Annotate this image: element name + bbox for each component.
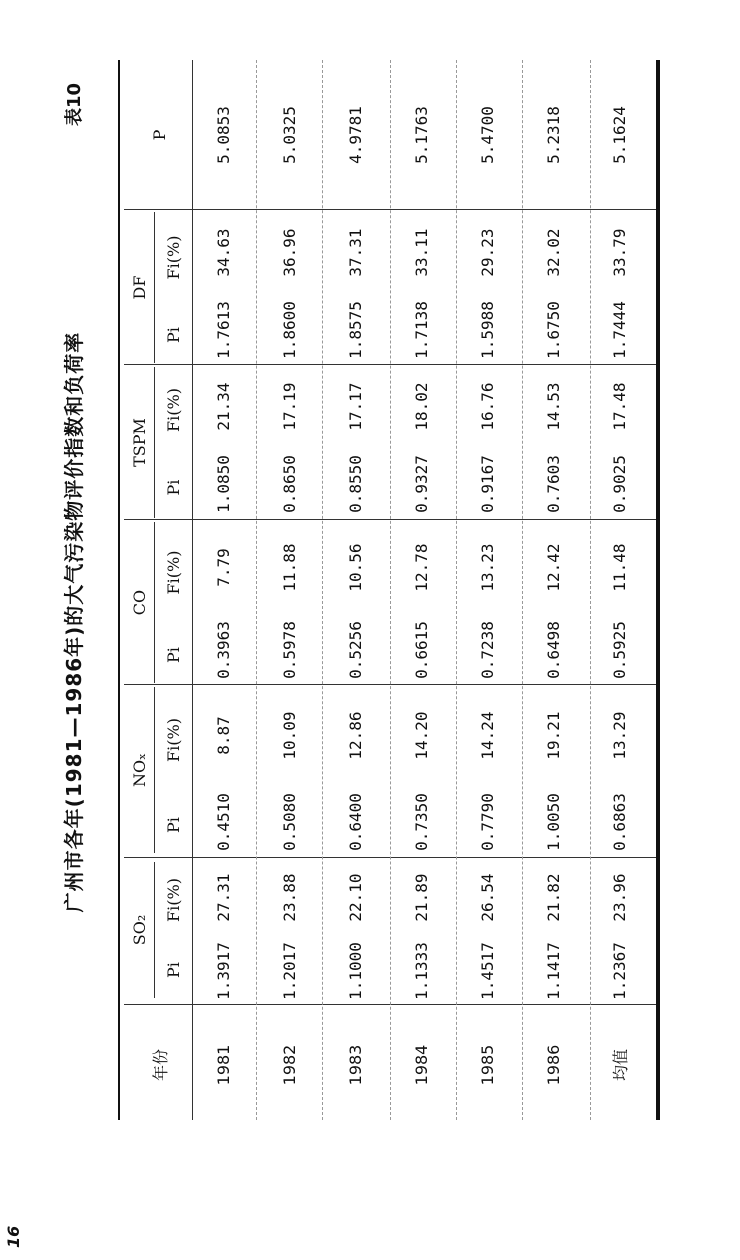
cell-nox-fi: 13.29 bbox=[609, 711, 629, 760]
cell-p: 5.1624 bbox=[609, 106, 629, 164]
cell-nox-fi: 19.21 bbox=[543, 711, 563, 760]
group-header-nox: NOₓ bbox=[129, 753, 149, 787]
cell-nox-pi: 1.0050 bbox=[543, 793, 563, 851]
cell-p: 5.0853 bbox=[213, 106, 233, 164]
cell-tspm-fi: 17.19 bbox=[279, 382, 299, 431]
cell-tspm-fi: 17.17 bbox=[345, 382, 365, 431]
table-number: 表10 bbox=[64, 82, 85, 126]
df-fi-header: Fi(%) bbox=[163, 235, 183, 280]
tspm-pi-header: Pi bbox=[163, 479, 183, 496]
cell-so2-pi: 1.2017 bbox=[279, 942, 299, 1000]
cell-df-pi: 1.8575 bbox=[345, 301, 365, 359]
cell-co-fi: 13.23 bbox=[477, 543, 497, 592]
cell-co-pi: 0.3963 bbox=[213, 621, 233, 679]
cell-so2-fi: 21.89 bbox=[411, 873, 431, 922]
cell-co-fi: 10.56 bbox=[345, 543, 365, 592]
cell-co-pi: 0.5256 bbox=[345, 621, 365, 679]
df-pi-header: Pi bbox=[163, 327, 183, 343]
cell-tspm-pi: 0.8550 bbox=[345, 455, 365, 513]
cell-co-pi: 0.6498 bbox=[543, 621, 563, 679]
cell-so2-fi: 27.31 bbox=[213, 873, 233, 922]
group-header-co: CO bbox=[129, 589, 149, 616]
co-fi-header: Fi(%) bbox=[163, 550, 183, 595]
cell-co-pi: 0.7238 bbox=[477, 621, 497, 679]
table-bottom-rule bbox=[656, 60, 660, 1120]
cell-tspm-fi: 16.76 bbox=[477, 382, 497, 431]
nox-pi-header: Pi bbox=[163, 817, 183, 833]
cell-co-fi: 7.79 bbox=[213, 548, 233, 587]
cell-tspm-fi: 21.34 bbox=[213, 382, 233, 431]
cell-df-pi: 1.7138 bbox=[411, 301, 431, 359]
cell-p: 5.2318 bbox=[543, 106, 563, 164]
cell-year: 1985 bbox=[477, 1044, 497, 1086]
cell-so2-fi: 26.54 bbox=[477, 873, 497, 922]
cell-year: 1983 bbox=[345, 1044, 365, 1086]
group-header-tspm: TSPM bbox=[129, 418, 149, 467]
cell-so2-pi: 1.1333 bbox=[411, 942, 431, 1000]
cell-so2-pi: 1.1000 bbox=[345, 942, 365, 1000]
cell-p: 4.9781 bbox=[345, 106, 365, 164]
cell-tspm-pi: 1.0850 bbox=[213, 455, 233, 513]
cell-co-fi: 12.42 bbox=[543, 543, 563, 592]
cell-p: 5.1763 bbox=[411, 106, 431, 164]
cell-nox-pi: 0.7790 bbox=[477, 793, 497, 851]
cell-so2-pi: 1.4517 bbox=[477, 942, 497, 1000]
cell-df-pi: 1.8600 bbox=[279, 301, 299, 359]
cell-df-pi: 1.7613 bbox=[213, 301, 233, 359]
cell-df-fi: 33.11 bbox=[411, 228, 431, 277]
cell-nox-pi: 0.4510 bbox=[213, 793, 233, 851]
cell-df-fi: 29.23 bbox=[477, 228, 497, 277]
cell-co-fi: 11.88 bbox=[279, 543, 299, 592]
nox-fi-header: Fi(%) bbox=[163, 718, 183, 762]
table-title: 广州市各年(1981—1986年)的大气污染物评价指数和负荷率 bbox=[62, 331, 86, 913]
group-header-so2: SO₂ bbox=[129, 914, 149, 946]
cell-tspm-pi: 0.8650 bbox=[279, 455, 299, 513]
cell-nox-fi: 10.09 bbox=[279, 711, 299, 760]
cell-df-pi: 1.7444 bbox=[609, 301, 629, 359]
cell-year: 1986 bbox=[543, 1044, 563, 1086]
cell-df-fi: 32.02 bbox=[543, 228, 563, 277]
cell-so2-pi: 1.2367 bbox=[609, 942, 629, 1000]
table-top-rule bbox=[118, 60, 120, 1120]
cell-p: 5.4700 bbox=[477, 106, 497, 164]
cell-tspm-fi: 17.48 bbox=[609, 382, 629, 431]
cell-tspm-pi: 0.9167 bbox=[477, 455, 497, 513]
cell-df-fi: 33.79 bbox=[609, 228, 629, 277]
cell-year: 1982 bbox=[279, 1044, 299, 1086]
cell-co-pi: 0.6615 bbox=[411, 621, 431, 679]
cell-df-fi: 34.63 bbox=[213, 228, 233, 277]
cell-year: 均值 bbox=[610, 1049, 630, 1082]
cell-so2-pi: 1.1417 bbox=[543, 942, 563, 1000]
so2-fi-header: Fi(%) bbox=[163, 878, 183, 922]
cell-tspm-pi: 0.7603 bbox=[543, 455, 563, 513]
page-number: 16 bbox=[4, 1225, 23, 1248]
cell-nox-fi: 14.24 bbox=[477, 711, 497, 760]
cell-co-fi: 12.78 bbox=[411, 543, 431, 592]
cell-co-pi: 0.5978 bbox=[279, 621, 299, 679]
cell-year: 1984 bbox=[411, 1044, 431, 1086]
cell-df-fi: 37.31 bbox=[345, 228, 365, 277]
cell-nox-fi: 12.86 bbox=[345, 711, 365, 760]
cell-co-fi: 11.48 bbox=[609, 543, 629, 592]
co-pi-header: Pi bbox=[163, 647, 183, 663]
year-column-header: 年份 bbox=[150, 1049, 170, 1082]
p-column-header: P bbox=[149, 129, 169, 141]
cell-co-pi: 0.5925 bbox=[609, 621, 629, 679]
cell-so2-pi: 1.3917 bbox=[213, 942, 233, 1000]
group-header-df: DF bbox=[129, 275, 149, 300]
cell-nox-pi: 0.7350 bbox=[411, 793, 431, 851]
cell-so2-fi: 23.88 bbox=[279, 873, 299, 922]
cell-so2-fi: 21.82 bbox=[543, 873, 563, 922]
cell-so2-fi: 22.10 bbox=[345, 873, 365, 922]
so2-pi-header: Pi bbox=[163, 962, 183, 978]
tspm-fi-header: Fi(%) bbox=[163, 388, 183, 432]
cell-df-pi: 1.5988 bbox=[477, 301, 497, 359]
cell-so2-fi: 23.96 bbox=[609, 873, 629, 922]
cell-nox-fi: 8.87 bbox=[213, 716, 233, 755]
cell-nox-pi: 0.5080 bbox=[279, 793, 299, 851]
cell-nox-pi: 0.6863 bbox=[609, 793, 629, 851]
cell-p: 5.0325 bbox=[279, 106, 299, 164]
cell-tspm-fi: 14.53 bbox=[543, 382, 563, 431]
cell-year: 1981 bbox=[213, 1044, 233, 1086]
cell-nox-pi: 0.6400 bbox=[345, 793, 365, 851]
cell-df-fi: 36.96 bbox=[279, 228, 299, 277]
cell-tspm-pi: 0.9327 bbox=[411, 455, 431, 513]
cell-tspm-fi: 18.02 bbox=[411, 382, 431, 431]
cell-nox-fi: 14.20 bbox=[411, 711, 431, 760]
cell-tspm-pi: 0.9025 bbox=[609, 455, 629, 513]
cell-df-pi: 1.6750 bbox=[543, 301, 563, 359]
